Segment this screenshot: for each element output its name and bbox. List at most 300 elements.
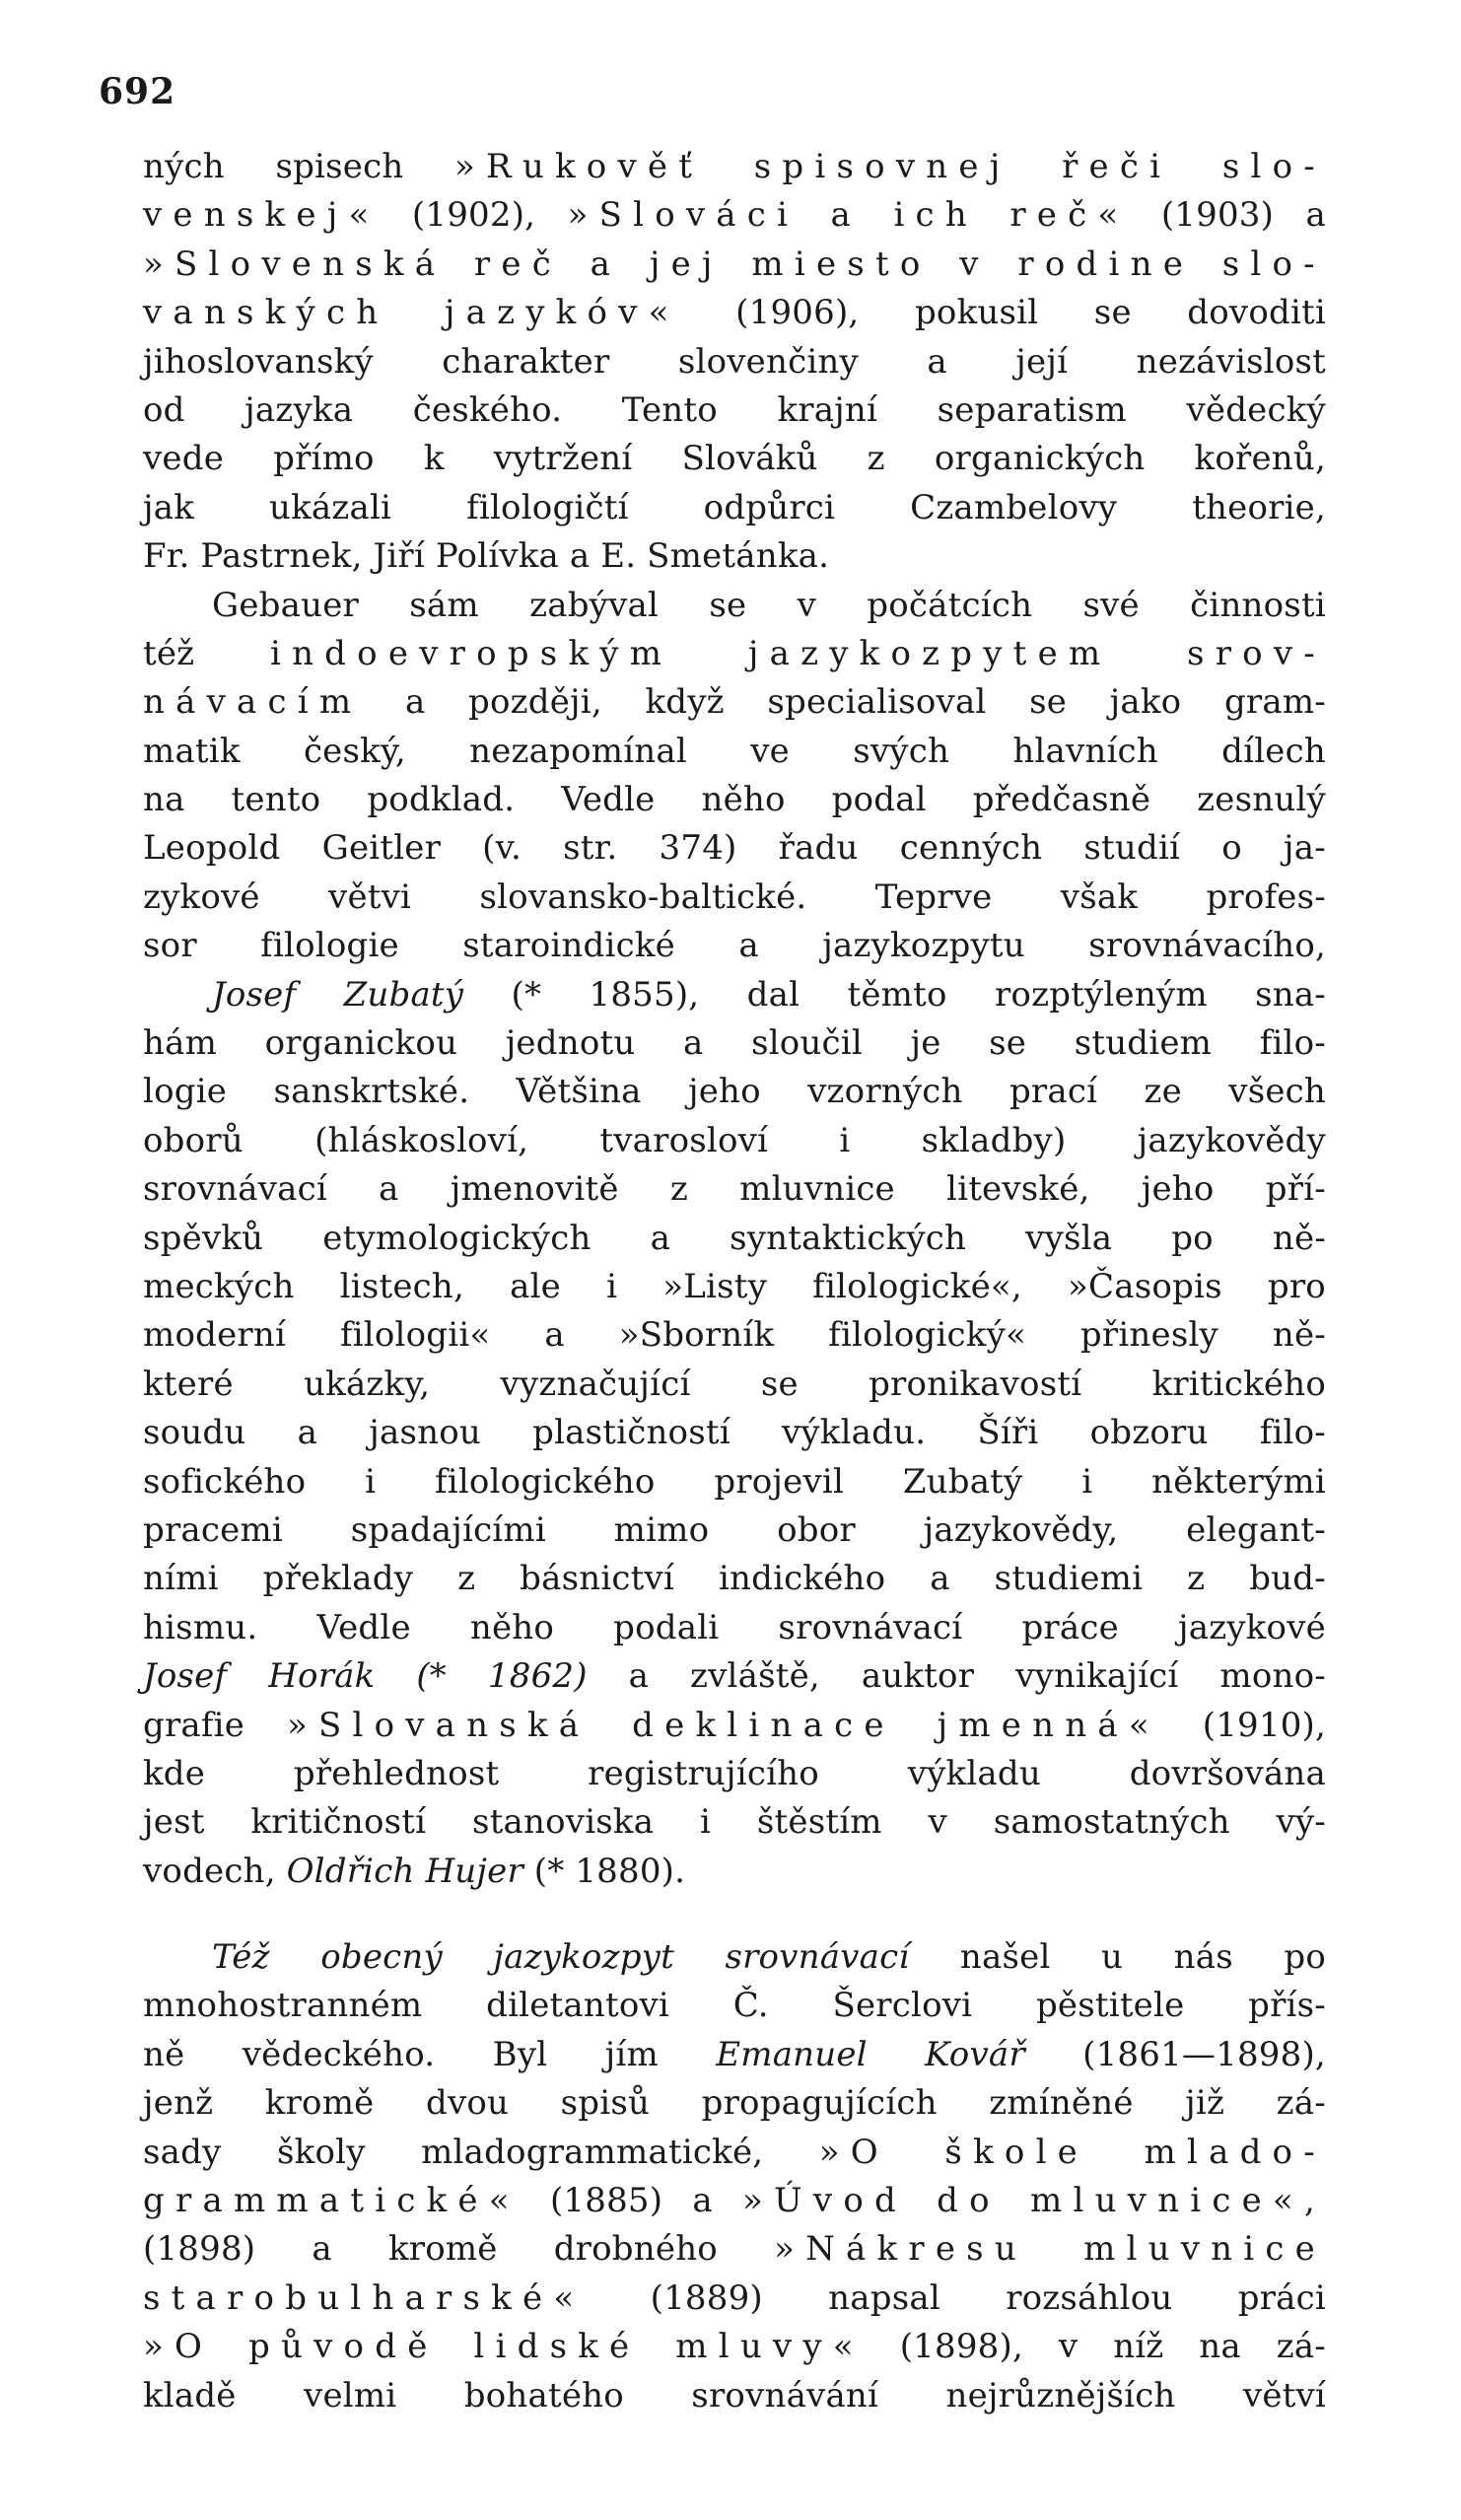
spaced-word: »Slovanská xyxy=(286,1705,591,1745)
word: theorie, xyxy=(1192,487,1326,527)
word: tvarosloví xyxy=(599,1120,769,1160)
word: filo- xyxy=(1259,1413,1326,1453)
spaced-word: řeči xyxy=(1062,147,1172,186)
word: výkladu. xyxy=(781,1413,927,1453)
word: soudu xyxy=(143,1413,246,1453)
text-line xyxy=(143,1117,1326,1165)
spaced-word: návacím xyxy=(143,682,363,723)
word: její xyxy=(1015,341,1069,382)
word: spisech xyxy=(275,147,404,186)
word: organických xyxy=(934,439,1146,479)
word: i xyxy=(1081,1461,1093,1502)
word: básnictví xyxy=(520,1559,674,1599)
word: výkladu xyxy=(907,1753,1041,1793)
word: český, xyxy=(303,731,406,771)
word: našel xyxy=(959,1937,1051,1978)
word: přís- xyxy=(1248,1986,1326,2026)
word: jak xyxy=(143,487,195,527)
word: mimo xyxy=(613,1509,710,1550)
spaced-word: »O xyxy=(143,2327,214,2367)
word: Geitler xyxy=(321,828,442,869)
word: jednotu xyxy=(505,1023,636,1064)
word: Teprve xyxy=(874,876,993,917)
word: skladby) xyxy=(921,1120,1067,1160)
spaced-word: »O xyxy=(818,2132,889,2172)
spaced-word: v xyxy=(959,244,990,284)
italic-word: 1862) xyxy=(487,1656,588,1697)
spaced-word: spisovnej xyxy=(753,147,1011,186)
word: separatism xyxy=(937,389,1127,430)
italic-word: jazykozpyt xyxy=(493,1937,674,1978)
word: hám xyxy=(143,1023,218,1064)
word: a xyxy=(927,341,947,382)
word: řadu xyxy=(778,828,859,869)
text-line xyxy=(143,2323,1326,2371)
word: spisů xyxy=(560,2083,651,2124)
word: nezávislost xyxy=(1136,341,1326,382)
spaced-word: starobulharské« xyxy=(143,2277,586,2318)
word: (1898) xyxy=(143,2229,256,2270)
text-line xyxy=(143,1555,1326,1603)
text-line xyxy=(143,1409,1326,1457)
word: a xyxy=(544,1315,565,1356)
word: hismu. xyxy=(143,1607,258,1647)
word: se xyxy=(989,1023,1027,1064)
word: Zubatý xyxy=(902,1461,1023,1502)
spaced-word: slo- xyxy=(1221,147,1326,186)
word: jím xyxy=(604,2034,659,2074)
word: zvláště, xyxy=(690,1656,820,1697)
italic-word: Oldřich xyxy=(286,1851,415,1891)
word: litevské, xyxy=(946,1169,1090,1210)
word: z xyxy=(867,439,885,479)
word: plastičností xyxy=(532,1413,730,1453)
word: (1898), xyxy=(899,2327,1023,2367)
word: E. xyxy=(600,536,637,577)
text-line xyxy=(143,2031,1326,2079)
word: Smetánka. xyxy=(647,536,830,577)
spaced-word: »Slovenská xyxy=(143,244,447,284)
word: tento xyxy=(231,780,321,820)
word: pokusil xyxy=(914,293,1039,333)
word: Vedle xyxy=(316,1607,411,1647)
word: (1903) xyxy=(1160,195,1275,236)
word: vyšla xyxy=(1025,1218,1113,1258)
word: »Sborník xyxy=(618,1315,775,1356)
word: filologické«, xyxy=(812,1266,1022,1306)
word: kladě xyxy=(143,2375,237,2415)
word: po xyxy=(1171,1218,1214,1258)
word: rozsáhlou xyxy=(1006,2277,1173,2318)
word: profes- xyxy=(1206,876,1326,917)
word: syntaktických xyxy=(730,1218,967,1258)
text-line xyxy=(143,191,1326,240)
text-line xyxy=(143,2275,1326,2323)
word: »Časopis xyxy=(1068,1266,1222,1306)
word: všech xyxy=(1228,1072,1326,1112)
word: kritického xyxy=(1151,1364,1326,1404)
text-line xyxy=(143,1361,1326,1409)
text-line xyxy=(143,1848,1326,1896)
text-line xyxy=(143,289,1326,337)
spaced-word: do xyxy=(937,2181,1001,2221)
word: vede xyxy=(143,439,225,479)
word: počátcích xyxy=(867,585,1033,625)
spaced-word: »Nákresu xyxy=(774,2229,1027,2270)
word: níž xyxy=(1113,2327,1164,2367)
word: zykové xyxy=(143,876,260,917)
word: ze xyxy=(1144,1072,1182,1112)
word: přímo xyxy=(273,439,375,479)
word: kořenů, xyxy=(1194,439,1326,479)
word: které xyxy=(143,1364,234,1404)
word: (1910), xyxy=(1202,1705,1326,1745)
word: z xyxy=(457,1559,476,1599)
spaced-word: »Rukověť xyxy=(454,147,704,186)
word: str. xyxy=(563,828,618,869)
word: podklad. xyxy=(367,780,516,820)
text-line xyxy=(143,143,1326,191)
word: srovnávání xyxy=(691,2375,879,2415)
italic-word: Josef xyxy=(212,974,297,1015)
word: z xyxy=(1187,1559,1206,1599)
word: ně xyxy=(143,2034,185,2074)
word: kromě xyxy=(264,2083,375,2124)
word: prací xyxy=(1009,1072,1098,1112)
paragraph-gap xyxy=(143,1896,1326,1933)
word: jazykové xyxy=(1177,1607,1326,1647)
word: spadajícími xyxy=(350,1509,546,1550)
word: i xyxy=(839,1120,851,1160)
word: Č. xyxy=(732,1986,769,2026)
word: práci xyxy=(1237,2277,1326,2318)
spaced-word: a xyxy=(830,195,863,236)
word: větvi xyxy=(328,876,412,917)
word: se xyxy=(709,585,747,625)
word: větví xyxy=(1242,2375,1326,2415)
word: sor xyxy=(143,926,197,966)
word: organickou xyxy=(264,1023,458,1064)
word: grafie xyxy=(143,1705,245,1745)
word: a xyxy=(683,1023,704,1064)
word: vynikající xyxy=(1015,1656,1179,1697)
word: filo- xyxy=(1259,1023,1326,1064)
italic-word: Též xyxy=(212,1937,270,1978)
word: podali xyxy=(613,1607,720,1647)
word: některými xyxy=(1151,1461,1326,1502)
spaced-word: jazykóv« xyxy=(444,293,680,333)
text-line xyxy=(143,2177,1326,2225)
paragraph xyxy=(143,582,1326,971)
word: stanoviska xyxy=(472,1802,655,1843)
word: filologického xyxy=(434,1461,656,1502)
word: k xyxy=(423,439,445,479)
spaced-word: srov- xyxy=(1187,633,1326,673)
word: srovnávacího, xyxy=(1088,926,1326,966)
spaced-word: slo- xyxy=(1221,244,1326,284)
word: ními xyxy=(143,1559,219,1599)
word: své xyxy=(1082,585,1140,625)
word: ných xyxy=(143,147,225,186)
word: v xyxy=(797,585,817,625)
text-line xyxy=(143,776,1326,824)
text-line xyxy=(143,1750,1326,1798)
word: a xyxy=(569,536,591,577)
word: u xyxy=(1101,1937,1124,1978)
text-line xyxy=(143,922,1326,970)
word: listech, xyxy=(339,1266,464,1306)
word: cenných xyxy=(899,828,1043,869)
word: zá- xyxy=(1276,2327,1326,2367)
word: zabýval xyxy=(529,585,660,625)
text-line xyxy=(143,484,1326,532)
word: ale xyxy=(510,1266,561,1306)
word: se xyxy=(1029,682,1068,723)
text-line xyxy=(143,1933,1326,1982)
word: v xyxy=(1058,2327,1078,2367)
word: nejrůznějších xyxy=(945,2375,1176,2415)
italic-word: Josef xyxy=(143,1656,228,1697)
word: obzoru xyxy=(1089,1413,1209,1453)
word: (v. xyxy=(482,828,522,869)
word: Fr. xyxy=(143,536,190,577)
italic-word: Hujer xyxy=(425,1851,523,1891)
word: pří- xyxy=(1265,1169,1326,1210)
word: meckých xyxy=(143,1266,295,1306)
word: přinesly xyxy=(1079,1315,1218,1356)
spaced-word: grammatické« xyxy=(143,2181,521,2221)
word: od xyxy=(143,389,185,430)
word: projevil xyxy=(714,1461,845,1502)
word: jmenovitě xyxy=(450,1169,619,1210)
word: filologie xyxy=(260,926,399,966)
word: vý- xyxy=(1276,1802,1326,1843)
spaced-word: »Úvod xyxy=(742,2181,908,2221)
word: Šerclovi xyxy=(832,1986,973,2026)
text-line xyxy=(143,386,1326,435)
word: a xyxy=(930,1559,950,1599)
word: ukázky, xyxy=(304,1364,431,1404)
text-line xyxy=(143,824,1326,873)
spaced-word: a xyxy=(590,244,622,284)
word: jasnou xyxy=(369,1413,481,1453)
word: kde xyxy=(143,1753,206,1793)
word: nezapomínal xyxy=(469,731,687,771)
text-column xyxy=(143,143,1326,2420)
word: vytržení xyxy=(493,439,633,479)
word: specialisoval xyxy=(767,682,987,723)
word: napsal xyxy=(828,2277,940,2318)
word: a xyxy=(379,1169,399,1210)
word: v xyxy=(928,1802,947,1843)
word: překlady xyxy=(262,1559,414,1599)
spaced-word: vanských xyxy=(143,293,389,333)
word: později, xyxy=(468,682,602,723)
text-line xyxy=(143,678,1326,727)
word: sofického xyxy=(143,1461,307,1502)
italic-word: srovnávací xyxy=(725,1937,910,1978)
word: nás xyxy=(1173,1937,1233,1978)
word: filologický« xyxy=(828,1315,1027,1356)
text-line xyxy=(143,1215,1326,1263)
word: Jiří xyxy=(373,536,425,577)
word: jazykovědy xyxy=(1137,1120,1326,1160)
word: krajní xyxy=(777,389,878,430)
word: se xyxy=(1093,293,1132,333)
word: filologii« xyxy=(339,1315,491,1356)
word: po xyxy=(1284,1937,1326,1978)
word: zmíněné xyxy=(989,2083,1134,2124)
text-line xyxy=(143,2372,1326,2420)
word: propagujících xyxy=(701,2083,938,2124)
text-line xyxy=(143,1165,1326,1214)
spaced-word: mluvnice xyxy=(1083,2229,1326,2270)
text-line xyxy=(143,2225,1326,2274)
paragraph xyxy=(143,143,1326,582)
word: (1861—1898), xyxy=(1082,2034,1326,2074)
word: Gebauer xyxy=(212,585,359,625)
word: moderní xyxy=(143,1315,287,1356)
word: »Listy xyxy=(662,1266,768,1306)
word: jazykozpytu xyxy=(822,926,1025,966)
spaced-word: »Slováci xyxy=(567,195,800,236)
word: (1902), xyxy=(411,195,536,236)
word: Většina xyxy=(516,1072,642,1112)
spaced-word: mluvy« xyxy=(675,2327,865,2367)
spaced-word: deklinace xyxy=(632,1705,895,1745)
word: ně- xyxy=(1272,1218,1326,1258)
text-line xyxy=(143,1263,1326,1311)
word: vědeckého. xyxy=(242,2034,436,2074)
word: i xyxy=(365,1461,377,1502)
word: 1855), xyxy=(589,974,700,1015)
word: (1889) xyxy=(650,2277,763,2318)
word: se xyxy=(760,1364,799,1404)
spaced-word: lidské xyxy=(473,2327,641,2367)
word: jenž xyxy=(143,2083,214,2124)
word: elegant- xyxy=(1186,1509,1326,1550)
italic-word: (* xyxy=(416,1656,447,1697)
word: jazyka xyxy=(244,389,354,430)
word: pracemi xyxy=(143,1509,283,1550)
word: zá- xyxy=(1276,2083,1326,2124)
word: jazykovědy, xyxy=(923,1509,1119,1550)
word: (hláskosloví, xyxy=(314,1120,529,1160)
word: a xyxy=(738,926,759,966)
word: zesnulý xyxy=(1197,780,1326,820)
spaced-word: škole xyxy=(944,2132,1089,2172)
word: staroindické xyxy=(462,926,675,966)
word: něho xyxy=(701,780,786,820)
word: filologičtí xyxy=(466,487,629,527)
text-line xyxy=(143,1652,1326,1701)
spaced-word: miesto xyxy=(751,244,932,284)
word: gram- xyxy=(1223,682,1326,723)
text-line xyxy=(143,1311,1326,1360)
spaced-word: rodine xyxy=(1017,244,1195,284)
word: těmto xyxy=(847,974,947,1015)
word: a xyxy=(650,1218,671,1258)
word: a xyxy=(628,1656,650,1697)
word: na xyxy=(143,780,185,820)
text-line xyxy=(143,2079,1326,2128)
word: i xyxy=(606,1266,618,1306)
word: školy xyxy=(277,2132,366,2172)
word: a xyxy=(404,682,426,723)
word: (1885) xyxy=(549,2181,663,2221)
word: matik xyxy=(143,731,241,771)
word: a xyxy=(692,2181,713,2221)
word: podal xyxy=(831,780,927,820)
word: sady xyxy=(143,2132,222,2172)
italic-word: Horák xyxy=(268,1656,376,1697)
word: odpůrci xyxy=(703,487,836,527)
word: když xyxy=(645,682,725,723)
word: a xyxy=(1305,195,1326,236)
word: jest xyxy=(143,1802,205,1843)
word: etymologických xyxy=(322,1218,591,1258)
word: Tento xyxy=(621,389,718,430)
spaced-word: reč xyxy=(473,244,562,284)
word: sna- xyxy=(1255,974,1326,1015)
word: sanskrtské. xyxy=(273,1072,470,1112)
word: a xyxy=(297,1413,318,1453)
word: hlavních xyxy=(1012,731,1158,771)
word: z xyxy=(669,1169,688,1210)
word: jeho xyxy=(687,1072,761,1112)
word: Byl xyxy=(492,2034,548,2074)
word: dílech xyxy=(1221,731,1326,771)
word: již xyxy=(1185,2083,1225,2124)
text-line xyxy=(143,1982,1326,2030)
word: však xyxy=(1060,876,1139,917)
word: 1880). xyxy=(575,1851,686,1891)
word: samostatných xyxy=(993,1802,1230,1843)
word: diletantovi xyxy=(486,1986,669,2026)
word: srovnávací xyxy=(143,1169,327,1210)
paragraph xyxy=(143,971,1326,1896)
spaced-word: jmenná« xyxy=(937,1705,1160,1745)
text-line xyxy=(143,435,1326,483)
text-line xyxy=(143,874,1326,922)
word: studiem xyxy=(1074,1023,1213,1064)
spaced-word: jazykozpytem xyxy=(747,633,1112,673)
word: srovnávací xyxy=(778,1607,963,1647)
word: štěstím xyxy=(756,1802,882,1843)
word: jihoslovanský xyxy=(143,341,374,382)
word: a xyxy=(312,2229,332,2270)
word: českého. xyxy=(412,389,563,430)
word: o xyxy=(1221,828,1242,869)
paragraph xyxy=(143,1933,1326,2420)
word: mluvnice xyxy=(739,1169,895,1210)
word: slovansko-baltické. xyxy=(479,876,807,917)
word: jako xyxy=(1109,682,1182,723)
word: obor xyxy=(777,1509,856,1550)
text-line xyxy=(143,532,1326,581)
text-line xyxy=(143,1702,1326,1750)
word: Leopold xyxy=(143,828,281,869)
word: velmi xyxy=(304,2375,397,2415)
word: něho xyxy=(469,1607,555,1647)
spaced-word: mlado- xyxy=(1144,2132,1326,2172)
word: oborů xyxy=(143,1120,244,1160)
word: též xyxy=(143,633,195,673)
word: Šíři xyxy=(977,1413,1039,1453)
spaced-word: jej xyxy=(649,244,724,284)
spaced-word: indoevropským xyxy=(269,633,673,673)
word: rozptýleným xyxy=(994,974,1208,1015)
